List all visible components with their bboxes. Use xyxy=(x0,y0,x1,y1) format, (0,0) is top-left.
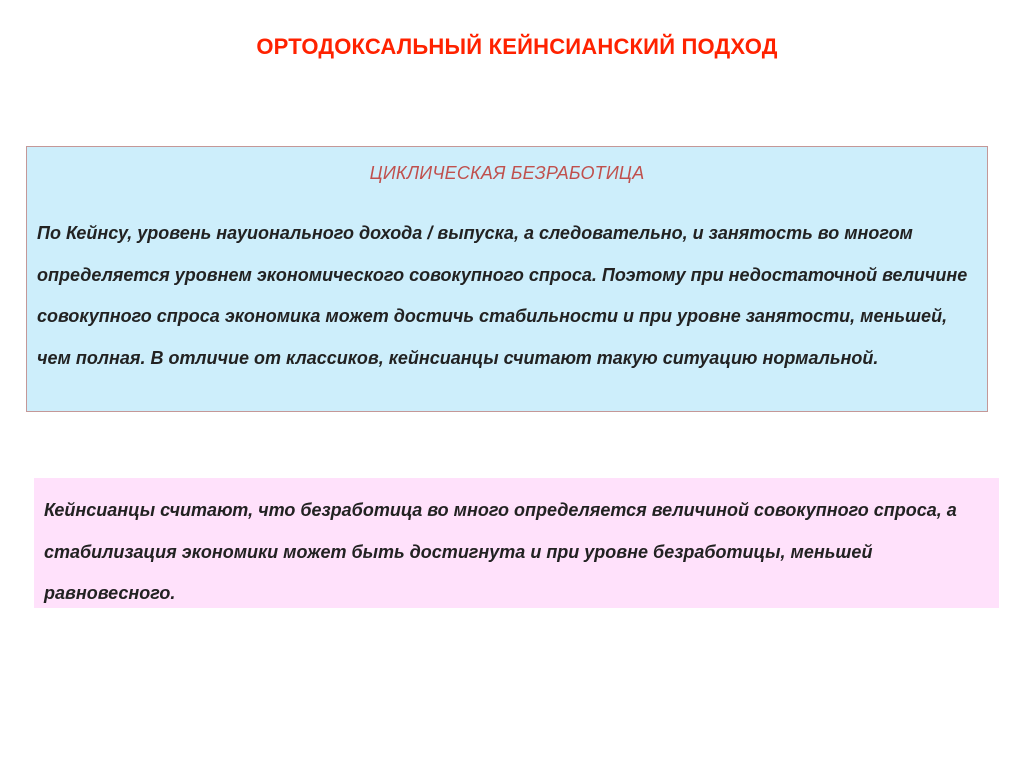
slide-title: ОРТОДОКСАЛЬНЫЙ КЕЙНСИАНСКИЙ ПОДХОД xyxy=(256,34,778,59)
cyclical-unemployment-box xyxy=(26,146,988,412)
cyclical-unemployment-heading: ЦИКЛИЧЕСКАЯ БЕЗРАБОТИЦА xyxy=(369,163,645,183)
keynesian-view-text: Кейнсианцы считают, что безработица во много определяется величиной совокупного спроса, а стабилизация экономики может быть достигнута и при уровне безработицы, меньшей равновесного. xyxy=(44,500,957,603)
cyclical-unemployment-text: По Кейнсу, уровень науионального дохода / выпуска, а следовательно, и занятость во многом определяется уровнем экономического совокупного спроса. Поэтому при недостаточной величине совокупного спроса экономика может достичь стабильности и при уровне занятости, меньшей, чем полная. В отличие от классиков, кейнсианцы считают такую ситуацию нормальной. xyxy=(37,223,968,368)
keynesian-view-box xyxy=(34,478,999,608)
